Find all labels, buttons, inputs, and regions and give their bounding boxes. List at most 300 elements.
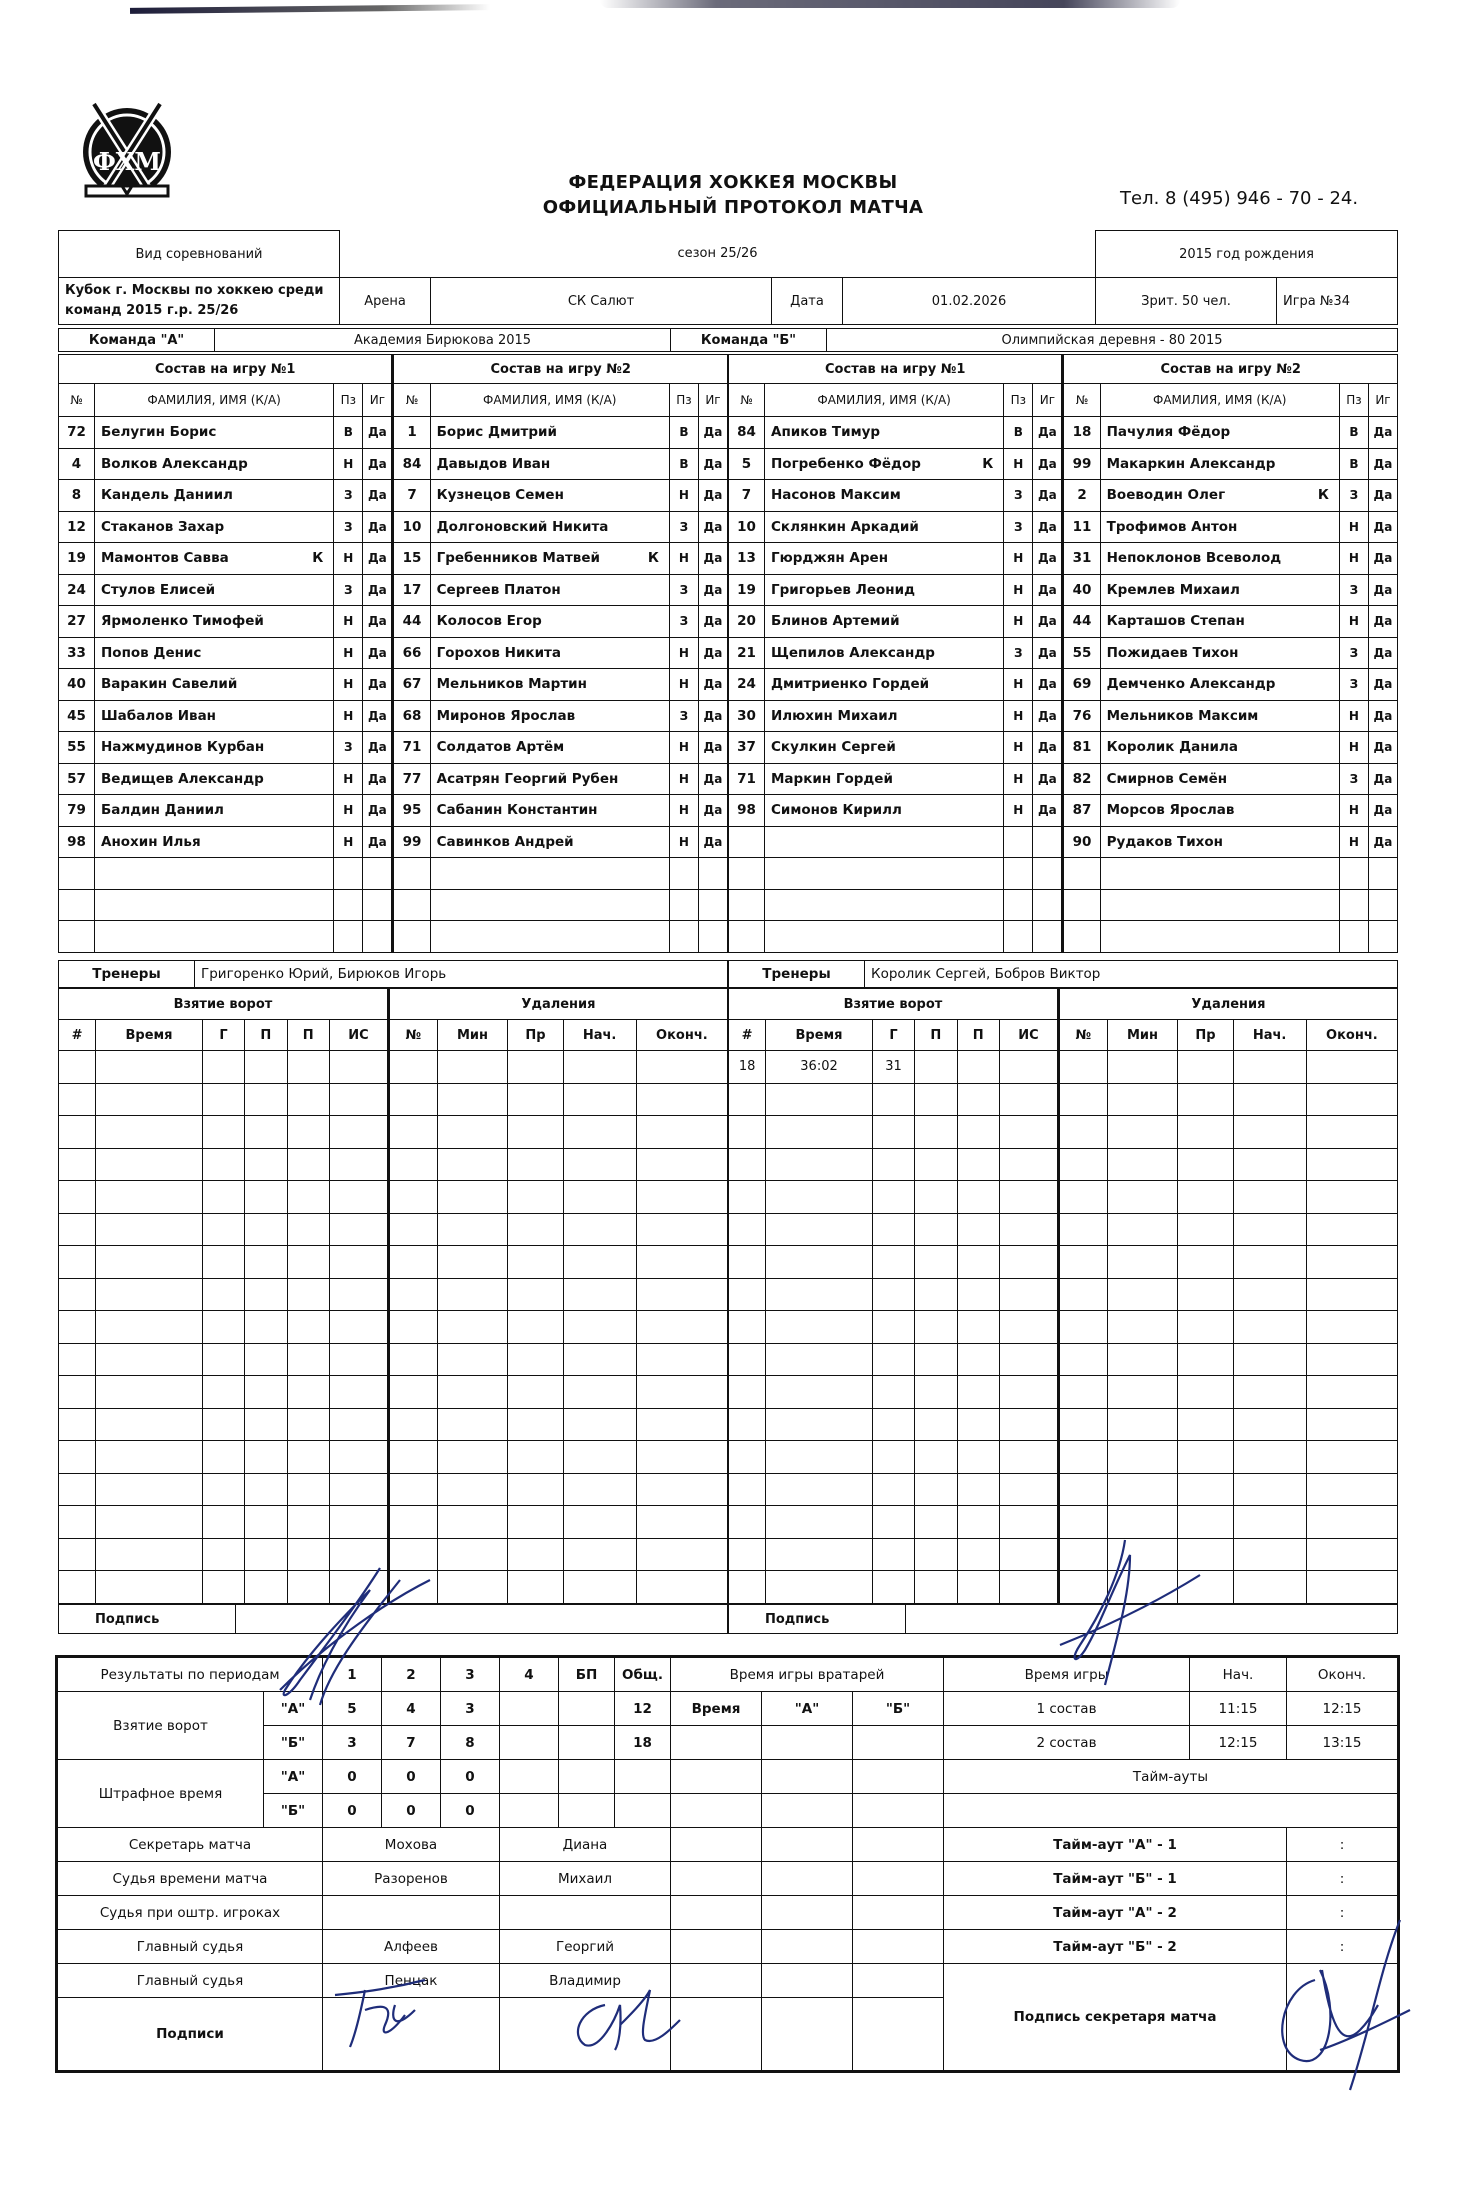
goal-cell-n[interactable] (729, 1311, 766, 1344)
penalty-cell[interactable] (388, 1506, 437, 1539)
goal-cell-g[interactable] (202, 1051, 244, 1084)
goal-cell-p2[interactable] (287, 1083, 329, 1116)
goal-cell-p1[interactable] (245, 1441, 287, 1474)
goal-cell-p2[interactable] (957, 1311, 999, 1344)
goal-cell-n[interactable] (729, 1278, 766, 1311)
penalty-cell[interactable] (1107, 1441, 1178, 1474)
penalty-cell[interactable] (1058, 1181, 1107, 1214)
goal-cell-g[interactable] (872, 1506, 914, 1539)
goalie-cell[interactable] (853, 1828, 944, 1862)
penalty-cell[interactable] (1107, 1376, 1178, 1409)
penalty-cell[interactable] (1178, 1571, 1233, 1604)
goal-cell-g[interactable] (202, 1083, 244, 1116)
penalty-cell[interactable] (1058, 1408, 1107, 1441)
goal-cell-is[interactable] (329, 1213, 388, 1246)
goal-cell-p1[interactable] (915, 1116, 957, 1149)
goal-cell-g[interactable] (202, 1278, 244, 1311)
penalty-cell[interactable] (636, 1408, 727, 1441)
goal-cell-g[interactable] (872, 1538, 914, 1571)
goal-cell-g[interactable] (202, 1181, 244, 1214)
goal-cell-p2[interactable] (957, 1278, 999, 1311)
goalie-cell[interactable] (762, 1998, 853, 2072)
penalty-cell[interactable] (1058, 1538, 1107, 1571)
goal-cell-g[interactable] (872, 1571, 914, 1604)
penalty-cell[interactable] (388, 1408, 437, 1441)
penalty-cell[interactable] (437, 1441, 508, 1474)
goal-cell-time[interactable] (96, 1311, 203, 1344)
penalty-cell[interactable] (388, 1571, 437, 1604)
goal-cell-n[interactable] (729, 1213, 766, 1246)
goal-cell-p1[interactable] (245, 1343, 287, 1376)
penalty-cell[interactable] (508, 1181, 563, 1214)
penalty-cell[interactable] (1178, 1148, 1233, 1181)
penalty-cell[interactable] (563, 1343, 636, 1376)
penalty-cell[interactable] (508, 1376, 563, 1409)
penalty-cell[interactable] (1233, 1116, 1306, 1149)
goal-cell-time[interactable] (766, 1148, 873, 1181)
goal-cell-is[interactable] (999, 1181, 1058, 1214)
penalty-cell[interactable] (1306, 1051, 1397, 1084)
penalty-cell[interactable] (1107, 1051, 1178, 1084)
penalty-cell[interactable] (388, 1311, 437, 1344)
goal-cell-is[interactable] (329, 1376, 388, 1409)
penalty-cell[interactable] (1107, 1148, 1178, 1181)
goal-cell-p2[interactable] (957, 1116, 999, 1149)
penalty-cell[interactable] (437, 1343, 508, 1376)
goal-cell-n[interactable] (59, 1148, 96, 1181)
signature-field[interactable] (236, 1605, 728, 1634)
goal-cell-time[interactable] (96, 1538, 203, 1571)
goal-cell-g[interactable] (202, 1538, 244, 1571)
penalty-cell[interactable] (437, 1506, 508, 1539)
penalty-cell[interactable] (1306, 1571, 1397, 1604)
goal-cell-is[interactable] (999, 1246, 1058, 1279)
penalty-cell[interactable] (563, 1506, 636, 1539)
penalty-cell[interactable] (1233, 1571, 1306, 1604)
penalty-cell[interactable] (636, 1051, 727, 1084)
goal-cell-is[interactable] (329, 1083, 388, 1116)
goal-cell-time[interactable] (766, 1376, 873, 1409)
penalty-cell[interactable] (1107, 1408, 1178, 1441)
goal-cell-p1[interactable] (245, 1538, 287, 1571)
penalty-cell[interactable] (636, 1473, 727, 1506)
goal-cell-g[interactable] (202, 1148, 244, 1181)
goal-cell-g[interactable] (872, 1116, 914, 1149)
penalty-cell[interactable] (508, 1278, 563, 1311)
goal-cell-n[interactable] (729, 1473, 766, 1506)
goal-cell-g[interactable]: 31 (872, 1051, 914, 1084)
penalty-cell[interactable] (388, 1051, 437, 1084)
penalty-cell[interactable] (1233, 1246, 1306, 1279)
goal-cell-is[interactable] (329, 1051, 388, 1084)
penalty-cell[interactable] (1058, 1083, 1107, 1116)
goal-cell-p1[interactable] (245, 1213, 287, 1246)
goal-cell-time[interactable] (96, 1506, 203, 1539)
goal-cell-n[interactable] (59, 1376, 96, 1409)
penalty-cell[interactable] (1306, 1181, 1397, 1214)
goal-cell-p1[interactable] (915, 1213, 957, 1246)
penalty-cell[interactable] (1058, 1571, 1107, 1604)
goal-cell-p2[interactable] (287, 1538, 329, 1571)
penalty-cell[interactable] (1306, 1441, 1397, 1474)
goalie-cell[interactable] (853, 1930, 944, 1964)
goal-cell-p2[interactable] (957, 1051, 999, 1084)
penalty-cell[interactable] (563, 1278, 636, 1311)
penalty-cell[interactable] (508, 1343, 563, 1376)
goal-cell-n[interactable] (729, 1116, 766, 1149)
penalty-cell[interactable] (1233, 1083, 1306, 1116)
penalty-cell[interactable] (1233, 1311, 1306, 1344)
penalty-cell[interactable] (1233, 1441, 1306, 1474)
penalty-cell[interactable] (1233, 1051, 1306, 1084)
goal-cell-g[interactable] (872, 1408, 914, 1441)
goal-cell-time[interactable] (96, 1213, 203, 1246)
penalty-cell[interactable] (636, 1343, 727, 1376)
goal-cell-p1[interactable] (915, 1571, 957, 1604)
goal-cell-p1[interactable] (915, 1278, 957, 1311)
goal-cell-time[interactable] (96, 1051, 203, 1084)
penalty-cell[interactable] (508, 1538, 563, 1571)
penalty-cell[interactable] (437, 1213, 508, 1246)
penalty-cell[interactable] (636, 1571, 727, 1604)
penalty-cell[interactable] (1178, 1408, 1233, 1441)
penalty-cell[interactable] (1233, 1376, 1306, 1409)
penalty-cell[interactable] (508, 1083, 563, 1116)
penalty-cell[interactable] (1178, 1213, 1233, 1246)
penalty-cell[interactable] (437, 1116, 508, 1149)
penalty-cell[interactable] (563, 1311, 636, 1344)
goalie-cell[interactable] (762, 1726, 853, 1760)
penalty-cell[interactable] (636, 1538, 727, 1571)
penalty-cell[interactable] (563, 1246, 636, 1279)
penalty-cell[interactable] (1306, 1538, 1397, 1571)
goal-cell-g[interactable] (202, 1408, 244, 1441)
penalty-cell[interactable] (1058, 1506, 1107, 1539)
goal-cell-is[interactable] (999, 1376, 1058, 1409)
penalty-cell[interactable] (563, 1571, 636, 1604)
penalty-cell[interactable] (636, 1246, 727, 1279)
penalty-cell[interactable] (388, 1181, 437, 1214)
penalty-cell[interactable] (437, 1473, 508, 1506)
goal-cell-n[interactable] (729, 1506, 766, 1539)
penalty-cell[interactable] (437, 1051, 508, 1084)
goalie-cell[interactable] (671, 1998, 762, 2072)
goal-cell-p1[interactable] (915, 1408, 957, 1441)
goal-cell-time[interactable] (96, 1343, 203, 1376)
penalty-cell[interactable] (1058, 1343, 1107, 1376)
penalty-cell[interactable] (636, 1441, 727, 1474)
goal-cell-g[interactable] (872, 1213, 914, 1246)
goal-cell-p2[interactable] (957, 1376, 999, 1409)
penalty-cell[interactable] (1178, 1278, 1233, 1311)
penalty-cell[interactable] (563, 1116, 636, 1149)
goal-cell-p1[interactable] (245, 1376, 287, 1409)
penalty-cell[interactable] (388, 1441, 437, 1474)
goal-cell-p2[interactable] (287, 1213, 329, 1246)
goal-cell-p1[interactable] (915, 1051, 957, 1084)
goal-cell-is[interactable] (999, 1441, 1058, 1474)
goal-cell-p1[interactable] (245, 1148, 287, 1181)
penalty-cell[interactable] (437, 1408, 508, 1441)
goal-cell-time[interactable] (766, 1408, 873, 1441)
goalie-cell[interactable] (671, 1896, 762, 1930)
goal-cell-n[interactable] (59, 1051, 96, 1084)
timeout-value[interactable]: : (1287, 1862, 1399, 1896)
goal-cell-p2[interactable] (287, 1246, 329, 1279)
goal-cell-is[interactable] (999, 1083, 1058, 1116)
goal-cell-time[interactable] (96, 1246, 203, 1279)
penalty-cell[interactable] (437, 1148, 508, 1181)
goal-cell-is[interactable] (329, 1278, 388, 1311)
penalty-cell[interactable] (1058, 1116, 1107, 1149)
penalty-cell[interactable] (1058, 1246, 1107, 1279)
goal-cell-g[interactable] (202, 1343, 244, 1376)
goalie-cell[interactable] (853, 1862, 944, 1896)
penalty-cell[interactable] (563, 1473, 636, 1506)
goal-cell-is[interactable] (329, 1148, 388, 1181)
goal-cell-is[interactable] (999, 1278, 1058, 1311)
goal-cell-time[interactable] (96, 1083, 203, 1116)
penalty-cell[interactable] (1107, 1473, 1178, 1506)
goal-cell-p1[interactable] (245, 1116, 287, 1149)
goal-cell-n[interactable] (59, 1311, 96, 1344)
penalty-cell[interactable] (437, 1278, 508, 1311)
goal-cell-p2[interactable] (287, 1473, 329, 1506)
penalty-cell[interactable] (636, 1083, 727, 1116)
penalty-cell[interactable] (1233, 1408, 1306, 1441)
goal-cell-g[interactable] (202, 1571, 244, 1604)
goalie-cell[interactable] (671, 1726, 762, 1760)
goal-cell-n[interactable] (59, 1343, 96, 1376)
penalty-cell[interactable] (1107, 1311, 1178, 1344)
penalty-cell[interactable] (563, 1213, 636, 1246)
penalty-cell[interactable] (508, 1148, 563, 1181)
goal-cell-p1[interactable] (245, 1571, 287, 1604)
goal-cell-is[interactable] (999, 1571, 1058, 1604)
goal-cell-time[interactable] (766, 1343, 873, 1376)
goalie-cell[interactable] (762, 1964, 853, 1998)
penalty-cell[interactable] (1058, 1376, 1107, 1409)
goal-cell-time[interactable] (96, 1278, 203, 1311)
goal-cell-is[interactable] (329, 1441, 388, 1474)
goal-cell-p2[interactable] (287, 1181, 329, 1214)
goalie-cell[interactable] (853, 1896, 944, 1930)
goal-cell-p2[interactable] (957, 1441, 999, 1474)
goal-cell-time[interactable] (766, 1083, 873, 1116)
goal-cell-time[interactable] (96, 1148, 203, 1181)
goalie-cell[interactable] (762, 1794, 853, 1828)
penalty-cell[interactable] (563, 1538, 636, 1571)
goal-cell-g[interactable] (872, 1441, 914, 1474)
goal-cell-p1[interactable] (245, 1181, 287, 1214)
goal-cell-g[interactable] (872, 1376, 914, 1409)
goal-cell-p2[interactable] (287, 1441, 329, 1474)
referee-signature-field[interactable] (323, 1998, 500, 2072)
goal-cell-g[interactable] (872, 1148, 914, 1181)
penalty-cell[interactable] (563, 1376, 636, 1409)
goal-cell-time[interactable] (96, 1571, 203, 1604)
penalty-cell[interactable] (563, 1181, 636, 1214)
penalty-cell[interactable] (437, 1311, 508, 1344)
penalty-cell[interactable] (437, 1083, 508, 1116)
goal-cell-is[interactable] (329, 1538, 388, 1571)
goal-cell-p1[interactable] (245, 1051, 287, 1084)
goal-cell-time[interactable] (766, 1278, 873, 1311)
penalty-cell[interactable] (1058, 1473, 1107, 1506)
penalty-cell[interactable] (388, 1278, 437, 1311)
penalty-cell[interactable] (1107, 1343, 1178, 1376)
goal-cell-n[interactable] (59, 1506, 96, 1539)
goal-cell-is[interactable] (329, 1473, 388, 1506)
goal-cell-is[interactable] (999, 1538, 1058, 1571)
goal-cell-n[interactable] (729, 1343, 766, 1376)
penalty-cell[interactable] (1306, 1246, 1397, 1279)
penalty-cell[interactable] (1233, 1343, 1306, 1376)
penalty-cell[interactable] (1306, 1148, 1397, 1181)
penalty-cell[interactable] (563, 1408, 636, 1441)
goal-cell-g[interactable] (202, 1506, 244, 1539)
goal-cell-n[interactable] (729, 1538, 766, 1571)
goal-cell-p1[interactable] (915, 1473, 957, 1506)
goal-cell-time[interactable] (96, 1408, 203, 1441)
goal-cell-n[interactable] (729, 1376, 766, 1409)
penalty-cell[interactable] (1178, 1343, 1233, 1376)
penalty-cell[interactable] (1107, 1538, 1178, 1571)
goalie-cell[interactable] (671, 1964, 762, 1998)
goal-cell-g[interactable] (202, 1441, 244, 1474)
goal-cell-p2[interactable] (287, 1148, 329, 1181)
penalty-cell[interactable] (1058, 1441, 1107, 1474)
goal-cell-is[interactable] (329, 1408, 388, 1441)
penalty-cell[interactable] (636, 1181, 727, 1214)
goal-cell-p2[interactable] (287, 1506, 329, 1539)
goalie-cell[interactable] (762, 1760, 853, 1794)
goal-cell-is[interactable] (999, 1311, 1058, 1344)
penalty-cell[interactable] (1107, 1278, 1178, 1311)
goal-cell-p1[interactable] (245, 1408, 287, 1441)
goal-cell-n[interactable] (729, 1571, 766, 1604)
penalty-cell[interactable] (1107, 1571, 1178, 1604)
penalty-cell[interactable] (388, 1213, 437, 1246)
goal-cell-time[interactable] (96, 1441, 203, 1474)
goal-cell-p2[interactable] (287, 1408, 329, 1441)
goal-cell-n[interactable] (59, 1213, 96, 1246)
penalty-cell[interactable] (563, 1441, 636, 1474)
goal-cell-n[interactable] (59, 1246, 96, 1279)
goal-cell-n[interactable] (59, 1083, 96, 1116)
goal-cell-time[interactable] (766, 1506, 873, 1539)
goal-cell-p1[interactable] (915, 1506, 957, 1539)
goal-cell-n[interactable] (59, 1181, 96, 1214)
penalty-cell[interactable] (1178, 1441, 1233, 1474)
penalty-cell[interactable] (563, 1148, 636, 1181)
penalty-cell[interactable] (388, 1083, 437, 1116)
penalty-cell[interactable] (388, 1116, 437, 1149)
goal-cell-p2[interactable] (957, 1083, 999, 1116)
penalty-cell[interactable] (1058, 1148, 1107, 1181)
penalty-cell[interactable] (1058, 1278, 1107, 1311)
goal-cell-p1[interactable] (915, 1083, 957, 1116)
penalty-cell[interactable] (388, 1343, 437, 1376)
penalty-cell[interactable] (1233, 1506, 1306, 1539)
penalty-cell[interactable] (1107, 1246, 1178, 1279)
penalty-cell[interactable] (1058, 1051, 1107, 1084)
goal-cell-p1[interactable] (915, 1538, 957, 1571)
penalty-cell[interactable] (508, 1571, 563, 1604)
penalty-cell[interactable] (508, 1473, 563, 1506)
goalie-cell[interactable] (853, 1998, 944, 2072)
goal-cell-g[interactable] (202, 1311, 244, 1344)
goal-cell-is[interactable] (999, 1473, 1058, 1506)
goal-cell-g[interactable] (872, 1246, 914, 1279)
goal-cell-is[interactable] (999, 1506, 1058, 1539)
penalty-cell[interactable] (437, 1376, 508, 1409)
goal-cell-time[interactable]: 36:02 (766, 1051, 873, 1084)
penalty-cell[interactable] (1178, 1116, 1233, 1149)
goal-cell-p2[interactable] (957, 1246, 999, 1279)
penalty-cell[interactable] (1233, 1181, 1306, 1214)
goal-cell-p1[interactable] (245, 1083, 287, 1116)
penalty-cell[interactable] (1306, 1408, 1397, 1441)
goal-cell-time[interactable] (766, 1538, 873, 1571)
goalie-cell[interactable] (762, 1862, 853, 1896)
goal-cell-n[interactable]: 18 (729, 1051, 766, 1084)
penalty-cell[interactable] (1306, 1311, 1397, 1344)
penalty-cell[interactable] (1233, 1148, 1306, 1181)
goal-cell-p2[interactable] (957, 1213, 999, 1246)
goal-cell-p1[interactable] (915, 1181, 957, 1214)
penalty-cell[interactable] (563, 1083, 636, 1116)
penalty-cell[interactable] (1306, 1506, 1397, 1539)
penalty-cell[interactable] (636, 1116, 727, 1149)
penalty-cell[interactable] (388, 1473, 437, 1506)
penalty-cell[interactable] (1107, 1181, 1178, 1214)
penalty-cell[interactable] (636, 1311, 727, 1344)
goal-cell-is[interactable] (329, 1506, 388, 1539)
goal-cell-g[interactable] (202, 1473, 244, 1506)
goal-cell-g[interactable] (202, 1213, 244, 1246)
penalty-cell[interactable] (388, 1538, 437, 1571)
goal-cell-time[interactable] (96, 1181, 203, 1214)
goal-cell-p1[interactable] (915, 1311, 957, 1344)
goal-cell-is[interactable] (999, 1343, 1058, 1376)
penalty-cell[interactable] (1178, 1538, 1233, 1571)
penalty-cell[interactable] (563, 1051, 636, 1084)
penalty-cell[interactable] (1058, 1311, 1107, 1344)
penalty-cell[interactable] (1178, 1181, 1233, 1214)
goal-cell-g[interactable] (202, 1116, 244, 1149)
penalty-cell[interactable] (508, 1441, 563, 1474)
goal-cell-time[interactable] (766, 1311, 873, 1344)
goalie-cell[interactable] (671, 1828, 762, 1862)
goalie-cell[interactable] (762, 1828, 853, 1862)
goal-cell-p2[interactable] (287, 1343, 329, 1376)
penalty-cell[interactable] (1107, 1213, 1178, 1246)
goal-cell-p1[interactable] (245, 1278, 287, 1311)
goal-cell-n[interactable] (729, 1148, 766, 1181)
referee-signature-field[interactable] (500, 1998, 671, 2072)
goal-cell-g[interactable] (872, 1473, 914, 1506)
signature-field[interactable] (906, 1605, 1398, 1634)
penalty-cell[interactable] (1178, 1506, 1233, 1539)
goal-cell-is[interactable] (999, 1116, 1058, 1149)
goal-cell-n[interactable] (59, 1116, 96, 1149)
penalty-cell[interactable] (388, 1148, 437, 1181)
penalty-cell[interactable] (1178, 1473, 1233, 1506)
penalty-cell[interactable] (1107, 1116, 1178, 1149)
goal-cell-p2[interactable] (957, 1571, 999, 1604)
secretary-signature-field[interactable] (1287, 1964, 1399, 2072)
